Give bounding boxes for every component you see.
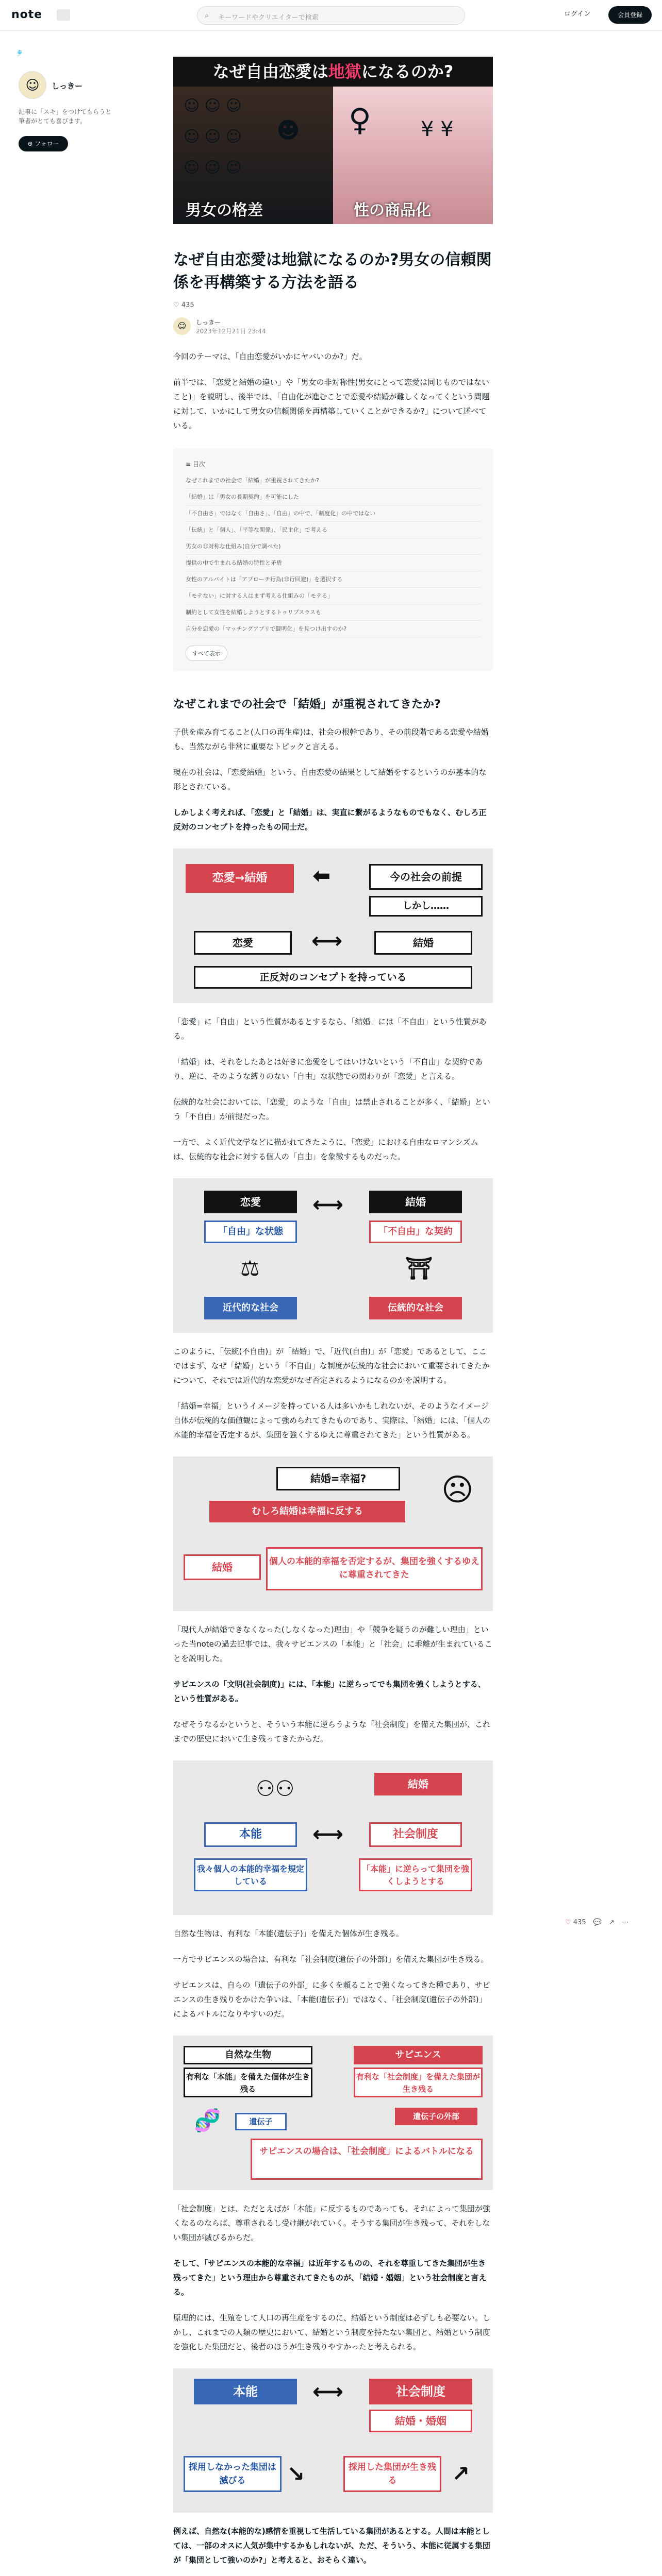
avatar[interactable]: ☺ — [19, 71, 46, 99]
fig3-marriage: 結婚 — [184, 1554, 261, 1580]
woman-icon: ♀ — [349, 102, 371, 138]
paragraph: 子供を産み育てること(人口の再生産)は、社会の根幹であり、その前段階である恋愛や結婚も、当然ながら非常に重要なトピックと言える。 — [173, 727, 489, 751]
brand-badge-icon — [57, 9, 70, 21]
paragraph: 原理的には、生殖をして人口の再生産をするのに、結婚という制度は必ずしも必要ない。しかし、これまでの人類の歴史において、結婚という制度を持たない集団と、結婚という制度を強化した集団だと、後者のほうが生き残りやすかったと考えられる。 — [173, 2313, 491, 2351]
paragraph — [173, 805, 493, 834]
people-icon: ☺ ☺ ☺ — [184, 97, 242, 115]
more-icon[interactable]: ⋯ — [622, 1919, 629, 1926]
follow-label: フォロー — [35, 140, 59, 147]
fig3-contrary: むしろ結婚は幸福に反する — [209, 1501, 405, 1522]
fig5-gene: 遺伝子 — [235, 2113, 287, 2130]
hero-title-b: 地獄 — [328, 62, 361, 81]
section-heading: なぜこれまでの社会で「結婚」が重視されてきたか? — [173, 698, 441, 711]
toc-title-text: 目次 — [192, 461, 205, 468]
author-avatar[interactable]: ☺ — [173, 317, 191, 335]
fig6-system: 社会制度 — [369, 2379, 472, 2404]
paragraph: 「結婚」は、それをしたあとは好きに恋愛をしてはいけないという「不自由」な契約であり、逆に、そのような縛りのない「自由」な状態での関わりが「恋愛」と言える。 — [173, 1057, 483, 1081]
fig1-however: しかし…… — [369, 896, 483, 917]
paragraph: 「恋愛」に「自由」という性質があるとするなら、「結婚」には「不自由」という性質がある。 — [173, 1017, 487, 1041]
chart-down-icon: ↘ — [287, 2461, 305, 2486]
paragraph: 自然な生物は、有利な「本能(遺伝子)」を備えた個体が生き残る。 — [173, 1929, 404, 1938]
paragraph: 伝統的な社会においては、「恋愛」のような「自由」は禁止されることが多く、「結婚」という「不自由」が前提だった。 — [173, 1097, 490, 1121]
toc-show-all-button[interactable]: すべて表示 — [186, 646, 227, 661]
fig5-battle: サピエンスの場合は、「社会制度」によるバトルになる — [251, 2139, 483, 2180]
toc-item[interactable]: 男女の非対称な仕組み(自分で調べた) — [186, 538, 481, 555]
hero-title-a: なぜ自由恋愛は — [212, 62, 328, 81]
paragraph: 前半では、「恋愛と結婚の違い」や「男女の非対称性(男女にとって恋愛は同じものではないこと)」を説明し、後半では、「自由化が進むことで恋愛や結婚が難しくなってくという問題に対して、いかにして男女の信頼関係を再構築していくことができるか?」について述べている。 — [173, 378, 490, 430]
article-title: なぜ自由恋愛は地獄になるのか?男女の信頼関係を再構築する方法を語る — [173, 251, 492, 292]
people-icon: ⚇⚇ — [256, 1776, 295, 1801]
fig1-love: 恋愛 — [194, 931, 292, 955]
figure-marriage-happiness — [173, 1456, 493, 1611]
figure-selection — [173, 2368, 493, 2513]
follow-button[interactable]: ⊕ フォロー — [19, 136, 68, 151]
toc-item[interactable]: 「モテない」に対する人はまず考える仕組みの「モテる」 — [186, 588, 481, 604]
like-count-value: 435 — [181, 301, 194, 309]
fig4-system: 社会制度 — [369, 1822, 462, 1847]
fig2-traditional: 伝統的な社会 — [369, 1297, 462, 1319]
floating-like-count: 435 — [573, 1919, 586, 1926]
fig3-explanation: 個人の本能的幸福を否定するが、集団を強くするゆえに尊重されてきた — [266, 1547, 483, 1590]
people-icon: ☺ ☺ ☺ — [184, 128, 242, 146]
hero-left-caption: 男女の格差 — [186, 201, 263, 219]
double-arrow-icon: ⟷ — [312, 2379, 344, 2404]
hero-right-panel — [333, 87, 493, 224]
like-count[interactable] — [173, 301, 493, 309]
paragraph: 今回のテーマは、「自由恋愛がいかにヤバいのか?」だ。 — [173, 352, 367, 361]
paragraph: 一方で、よく近代文学などに描かれてきたように、「恋愛」における自由なロマンシズムは、伝統的な社会に対する個人の「自由」を象徴するものだった。 — [173, 1138, 478, 1161]
paragraph — [173, 2256, 493, 2299]
toc-item[interactable]: なぜこれまでの社会で「結婚」が重視されてきたか? — [186, 472, 481, 489]
toc-item[interactable]: 制約として女性を結婚しようとするトゥリプスラスも — [186, 604, 481, 621]
fig6-perish: 採用しなかった集団は滅びる — [184, 2456, 282, 2492]
dna-icon: 🧬 — [194, 2108, 221, 2133]
hero-image — [173, 57, 493, 224]
double-arrow-icon: ⟷ — [311, 928, 343, 953]
fig2-love: 恋愛 — [204, 1191, 297, 1213]
publish-date: 2023年12月21日 23:44 — [196, 328, 266, 335]
fig6-survive: 採用した集団が生き残る — [343, 2456, 441, 2492]
paragraph: 「結婚=幸福」というイメージを持っている人は多いかもしれないが、そのようなイメージ自体が伝統的な価値観によって強められてきたものであり、実際は、「結婚」には、「個人の本能的幸福を否定するが、集団を強くするゆえに尊重されてきた」という性質がある。 — [173, 1401, 491, 1439]
login-link[interactable]: ログイン — [564, 10, 591, 18]
toc-title: ≡ 目次 — [186, 461, 205, 468]
fig5-natural-desc: 有利な「本能」を備えた個体が生き残る — [184, 2067, 312, 2097]
paragraph: なぜそうなるかというと、そういう本能に逆らうような「社会制度」を備えた集団が、これまでの歴史において生き残ってきたからだ。 — [173, 1720, 491, 1743]
paragraph-bold: 例えば、自然な(本能的な)感情を重視して生活している集団があるとする。人間は本能としては、一部のオスに人気が集中するかもしれないが、ただ、そういう、本能に従属する集団が「集団として強いのか?」と考えると、おそらく違い。 — [173, 2527, 490, 2565]
sidebar-mini-icon: 🎐 — [15, 49, 23, 57]
fig1-marriage: 結婚 — [374, 931, 472, 955]
toc-item[interactable]: 「伝統」と「個人」、「平等な関係」、「民主化」で考える — [186, 522, 481, 538]
author-bio: 記事に「スキ」をつけてもらうと筆者がとても喜びます。 — [19, 108, 112, 125]
heart-icon: ♡ — [173, 301, 179, 309]
fig6-marriage: 結婚・婚姻 — [369, 2410, 472, 2432]
paragraph — [173, 2524, 493, 2567]
author-name-small[interactable]: しっきー — [196, 319, 221, 326]
toc-item[interactable]: 「不自由さ」ではなく「自由さ」、「自由」の中で、「制度化」の中ではない — [186, 505, 481, 522]
person-icon: ☻ — [276, 117, 300, 144]
search-placeholder: キーワードやクリエイターで検索 — [218, 14, 319, 22]
hero-title-c: になるのか? — [361, 62, 454, 81]
money-icon: ¥ ¥ — [421, 117, 454, 141]
fig1-premise: 今の社会の前提 — [369, 864, 483, 890]
temple-icon: ⛩ — [405, 1256, 433, 1281]
paragraph: 「現代人が結婚できなくなった(しなくなった)理由」や「競争を疑うのが難しい理由」といった当noteの過去記事では、我々サピエンスの「本能」と「社会」に乖離が生まれていることを説明した。 — [173, 1625, 492, 1663]
author-sidebar — [15, 49, 119, 147]
paragraph: 現在の社会は、「恋愛結婚」という、自由恋愛の結果として結婚をするというのが基本的な形とされている。 — [173, 768, 487, 791]
hero-right-caption: 性の商品化 — [354, 201, 431, 219]
heart-icon[interactable]: ♡ — [565, 1919, 571, 1926]
comment-icon[interactable]: 💬 — [593, 1919, 602, 1926]
header — [0, 0, 662, 31]
woman-icon: ☹ — [441, 1472, 474, 1508]
fig4-instinct: 本能 — [204, 1822, 297, 1847]
fig2-free: 「自由」な状態 — [204, 1221, 297, 1243]
paragraph-bold: そして、「サピエンスの本能的な幸福」は近年するものの、それを尊重してきた集団が生き残ってきた」という理由から尊重されてきたものが、「結婚・婚姻」という社会制度と言える。 — [173, 2259, 487, 2297]
signup-button[interactable]: 会員登録 — [608, 6, 652, 24]
author-info — [173, 317, 493, 338]
fig4-system-desc: 「本能」に逆らって集団を強くしようとする — [359, 1858, 472, 1891]
search-icon: ⌕ — [205, 11, 209, 20]
toc-item[interactable]: 女性のアルバイトは「アプローチ行為(非行回避)」を選択する — [186, 571, 481, 588]
paragraph — [173, 1677, 493, 1706]
figure-instinct-system — [173, 1760, 493, 1915]
search-input[interactable] — [197, 6, 465, 25]
arrow-left-icon: ⬅ — [312, 863, 331, 888]
fig2-modern: 近代的な社会 — [204, 1297, 297, 1319]
share-icon[interactable]: ↗ — [609, 1919, 615, 1926]
fig5-sapiens-desc: 有利な「社会制度」を備えた集団が生き残る — [354, 2067, 483, 2097]
fig6-instinct: 本能 — [194, 2379, 297, 2404]
fig5-outside-gene: 遺伝子の外部 — [395, 2108, 477, 2125]
paragraph: 一方でサピエンスの場合は、有利な「社会制度(遺伝子の外部)」を備えた集団が生き残る。 — [173, 1955, 489, 1964]
fig3-question: 結婚=幸福? — [276, 1467, 400, 1490]
paragraph-bold: サピエンスの「文明(社会制度)」には、「本能」に逆らってでも集団を強くしようとする、という性質がある。 — [173, 1680, 486, 1703]
toc-item[interactable]: 自分を恋愛の「マッチングアプリで賢明化」を見つけ出すのか? — [186, 621, 481, 637]
fig1-love-marriage: 恋愛→結婚 — [186, 864, 294, 893]
paragraph: 「社会制度」とは、ただとえばが「本能」に反するものであっても、それによって集団が強くなるのならば、尊重されるし受け継がれていく。そうする集団が生き残って、それをしない集団が滅びるからだ。 — [173, 2204, 490, 2242]
fig5-natural: 自然な生物 — [184, 2046, 312, 2064]
author-name[interactable]: しっきー — [52, 81, 83, 91]
figure-freedom — [173, 1178, 493, 1333]
fig5-sapiens: サピエンス — [354, 2046, 483, 2064]
floating-actions — [565, 1919, 628, 1926]
fig4-instinct-desc: 我々個人の本能的幸福を規定している — [194, 1858, 307, 1891]
hero-title — [173, 57, 493, 87]
paragraph: このように、「伝統(不自由)」が「結婚」で、「近代(自由)」が「恋愛」であるとして、ここではまず、なぜ「結婚」という「不自由」な制度が伝統的な社会において重要されてきたかについて、それでは近代的な恋愛がなぜ否定されるようになるのかを説明する。 — [173, 1347, 490, 1385]
fig1-opposite: 正反対のコンセプトを持っている — [194, 966, 472, 989]
fig4-marriage: 結婚 — [374, 1773, 462, 1795]
fig2-unfree: 「不自由」な契約 — [369, 1221, 462, 1243]
figure-love-marriage — [173, 849, 493, 1003]
paragraph-bold: しかしよく考えれば、「恋愛」と「結婚」は、実直に繋がるようなものでもなく、むしろ正反対のコンセプトを持ったもの同士だ。 — [173, 808, 487, 832]
toc-item[interactable]: 「結婚」は「男女の長期契約」を可能にした — [186, 489, 481, 505]
hero-left-panel — [173, 87, 333, 224]
toc-item[interactable]: 提供の中で生まれる結婚の特性と矛盾 — [186, 555, 481, 571]
double-arrow-icon: ⟷ — [312, 1192, 344, 1217]
scale-icon: ⚖ — [240, 1256, 260, 1281]
figure-sapiens — [173, 2036, 493, 2190]
double-arrow-icon: ⟷ — [312, 1821, 344, 1846]
chart-up-icon: ↗ — [452, 2461, 470, 2486]
table-of-contents — [173, 448, 493, 671]
people-icon: ☺ ☺ ☺ — [184, 159, 242, 177]
note-logo[interactable]: note — [11, 8, 43, 21]
article — [173, 57, 493, 2567]
paragraph: サピエンスは、自らの「遺伝子の外部」に多くを頼ることで強くなってきた種であり、サピエンスの生き残りをかけた争いは、「本能(遺伝子)」ではなく、「社会制度(遺伝子の外部)」によるバトルになりやすいのだ。 — [173, 1980, 490, 2019]
fig2-marriage: 結婚 — [369, 1191, 462, 1213]
